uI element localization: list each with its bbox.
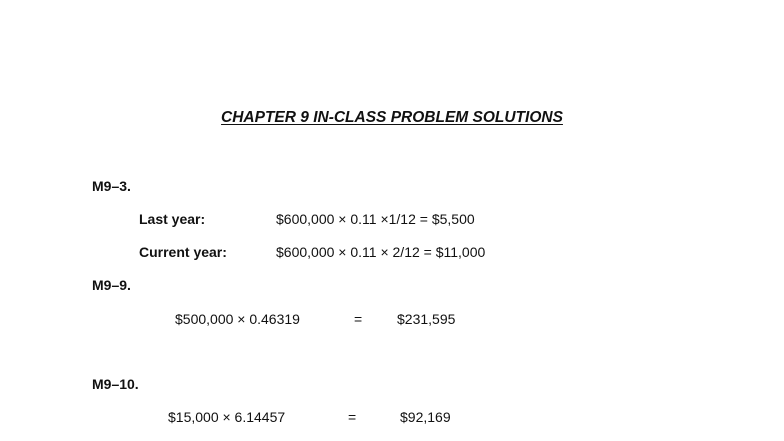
document-title: CHAPTER 9 IN-CLASS PROBLEM SOLUTIONS bbox=[221, 109, 563, 126]
equals-sign-m9-10: = bbox=[348, 409, 357, 425]
row-label-current-year: Current year: bbox=[139, 244, 227, 260]
result-m9-9: $231,595 bbox=[397, 311, 456, 327]
equals-sign-m9-9: = bbox=[354, 311, 363, 327]
problem-heading-m9-3: M9–3. bbox=[92, 178, 131, 194]
problem-heading-m9-10: M9–10. bbox=[92, 376, 139, 392]
row-calculation-last-year: $600,000 × 0.11 ×1/12 = $5,500 bbox=[276, 211, 475, 227]
row-calculation-current-year: $600,000 × 0.11 × 2/12 = $11,000 bbox=[276, 244, 486, 260]
result-m9-10: $92,169 bbox=[400, 409, 451, 425]
problem-heading-m9-9: M9–9. bbox=[92, 277, 131, 293]
row-label-last-year: Last year: bbox=[139, 211, 206, 227]
expression-m9-10: $15,000 × 6.14457 bbox=[168, 409, 286, 425]
expression-m9-9: $500,000 × 0.46319 bbox=[175, 311, 300, 327]
